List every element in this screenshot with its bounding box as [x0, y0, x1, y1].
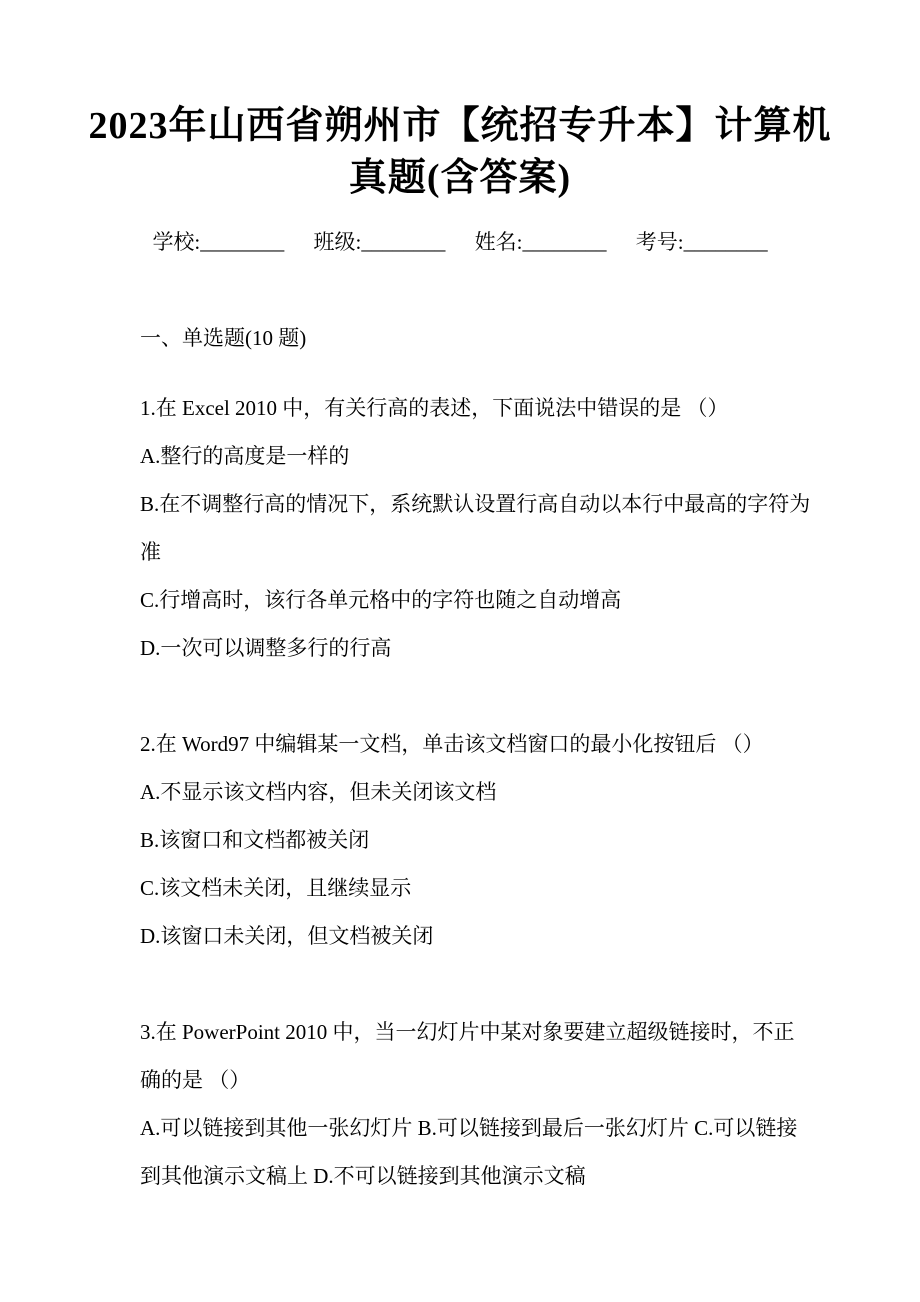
exam-number-label: 考号:	[635, 230, 684, 254]
student-info-line	[0, 222, 920, 262]
question-1-option-d: D.一次可以调整多行的行高	[140, 636, 392, 660]
question-1-option-c: C.行增高时，该行各单元格中的字符也随之自动增高	[140, 588, 622, 612]
name-blank: ________	[522, 230, 607, 254]
school-field	[152, 222, 284, 262]
class-blank: ________	[361, 230, 446, 254]
question-2-option-b: B.该窗口和文档都被关闭	[140, 828, 370, 852]
question-2-option-d: D.该窗口未关闭，但文档被关闭	[140, 924, 434, 948]
question-2-option-c: C.该文档未关闭，且继续显示	[140, 876, 412, 900]
question-2-stem: 2.在 Word97 中编辑某一文档，单击该文档窗口的最小化按钮后 （）	[140, 732, 764, 756]
exam-number-blank: ________	[683, 230, 768, 254]
class-field	[314, 222, 446, 262]
class-label: 班级:	[313, 230, 362, 254]
question-3	[140, 1008, 814, 1200]
exam-content	[0, 314, 920, 1200]
name-label: 姓名:	[474, 230, 523, 254]
question-1-option-a: A.整行的高度是一样的	[140, 444, 350, 468]
question-2-option-a: A.不显示该文档内容，但未关闭该文档	[140, 780, 497, 804]
page-title: 2023年山西省朔州市【统招专升本】计算机真题(含答案)	[88, 105, 832, 199]
question-1-stem: 1.在 Excel 2010 中，有关行高的表述，下面说法中错误的是 （）	[140, 396, 729, 420]
question-1-option-b: B.在不调整行高的情况下，系统默认设置行高自动以本行中最高的字符为准	[140, 492, 811, 564]
section-heading: 一、单选题(10 题)	[140, 326, 307, 350]
exam-number-field	[636, 222, 768, 262]
question-2	[140, 720, 814, 960]
question-1	[140, 384, 814, 672]
question-3-options: A.可以链接到其他一张幻灯片 B.可以链接到最后一张幻灯片 C.可以链接到其他演示文稿上 D.不可以链接到其他演示文稿	[140, 1116, 798, 1188]
school-blank: ________	[200, 230, 285, 254]
school-label: 学校:	[152, 230, 201, 254]
question-3-stem: 3.在 PowerPoint 2010 中，当一幻灯片中某对象要建立超级链接时，不正确的是 （）	[140, 1020, 795, 1092]
name-field	[475, 222, 607, 262]
